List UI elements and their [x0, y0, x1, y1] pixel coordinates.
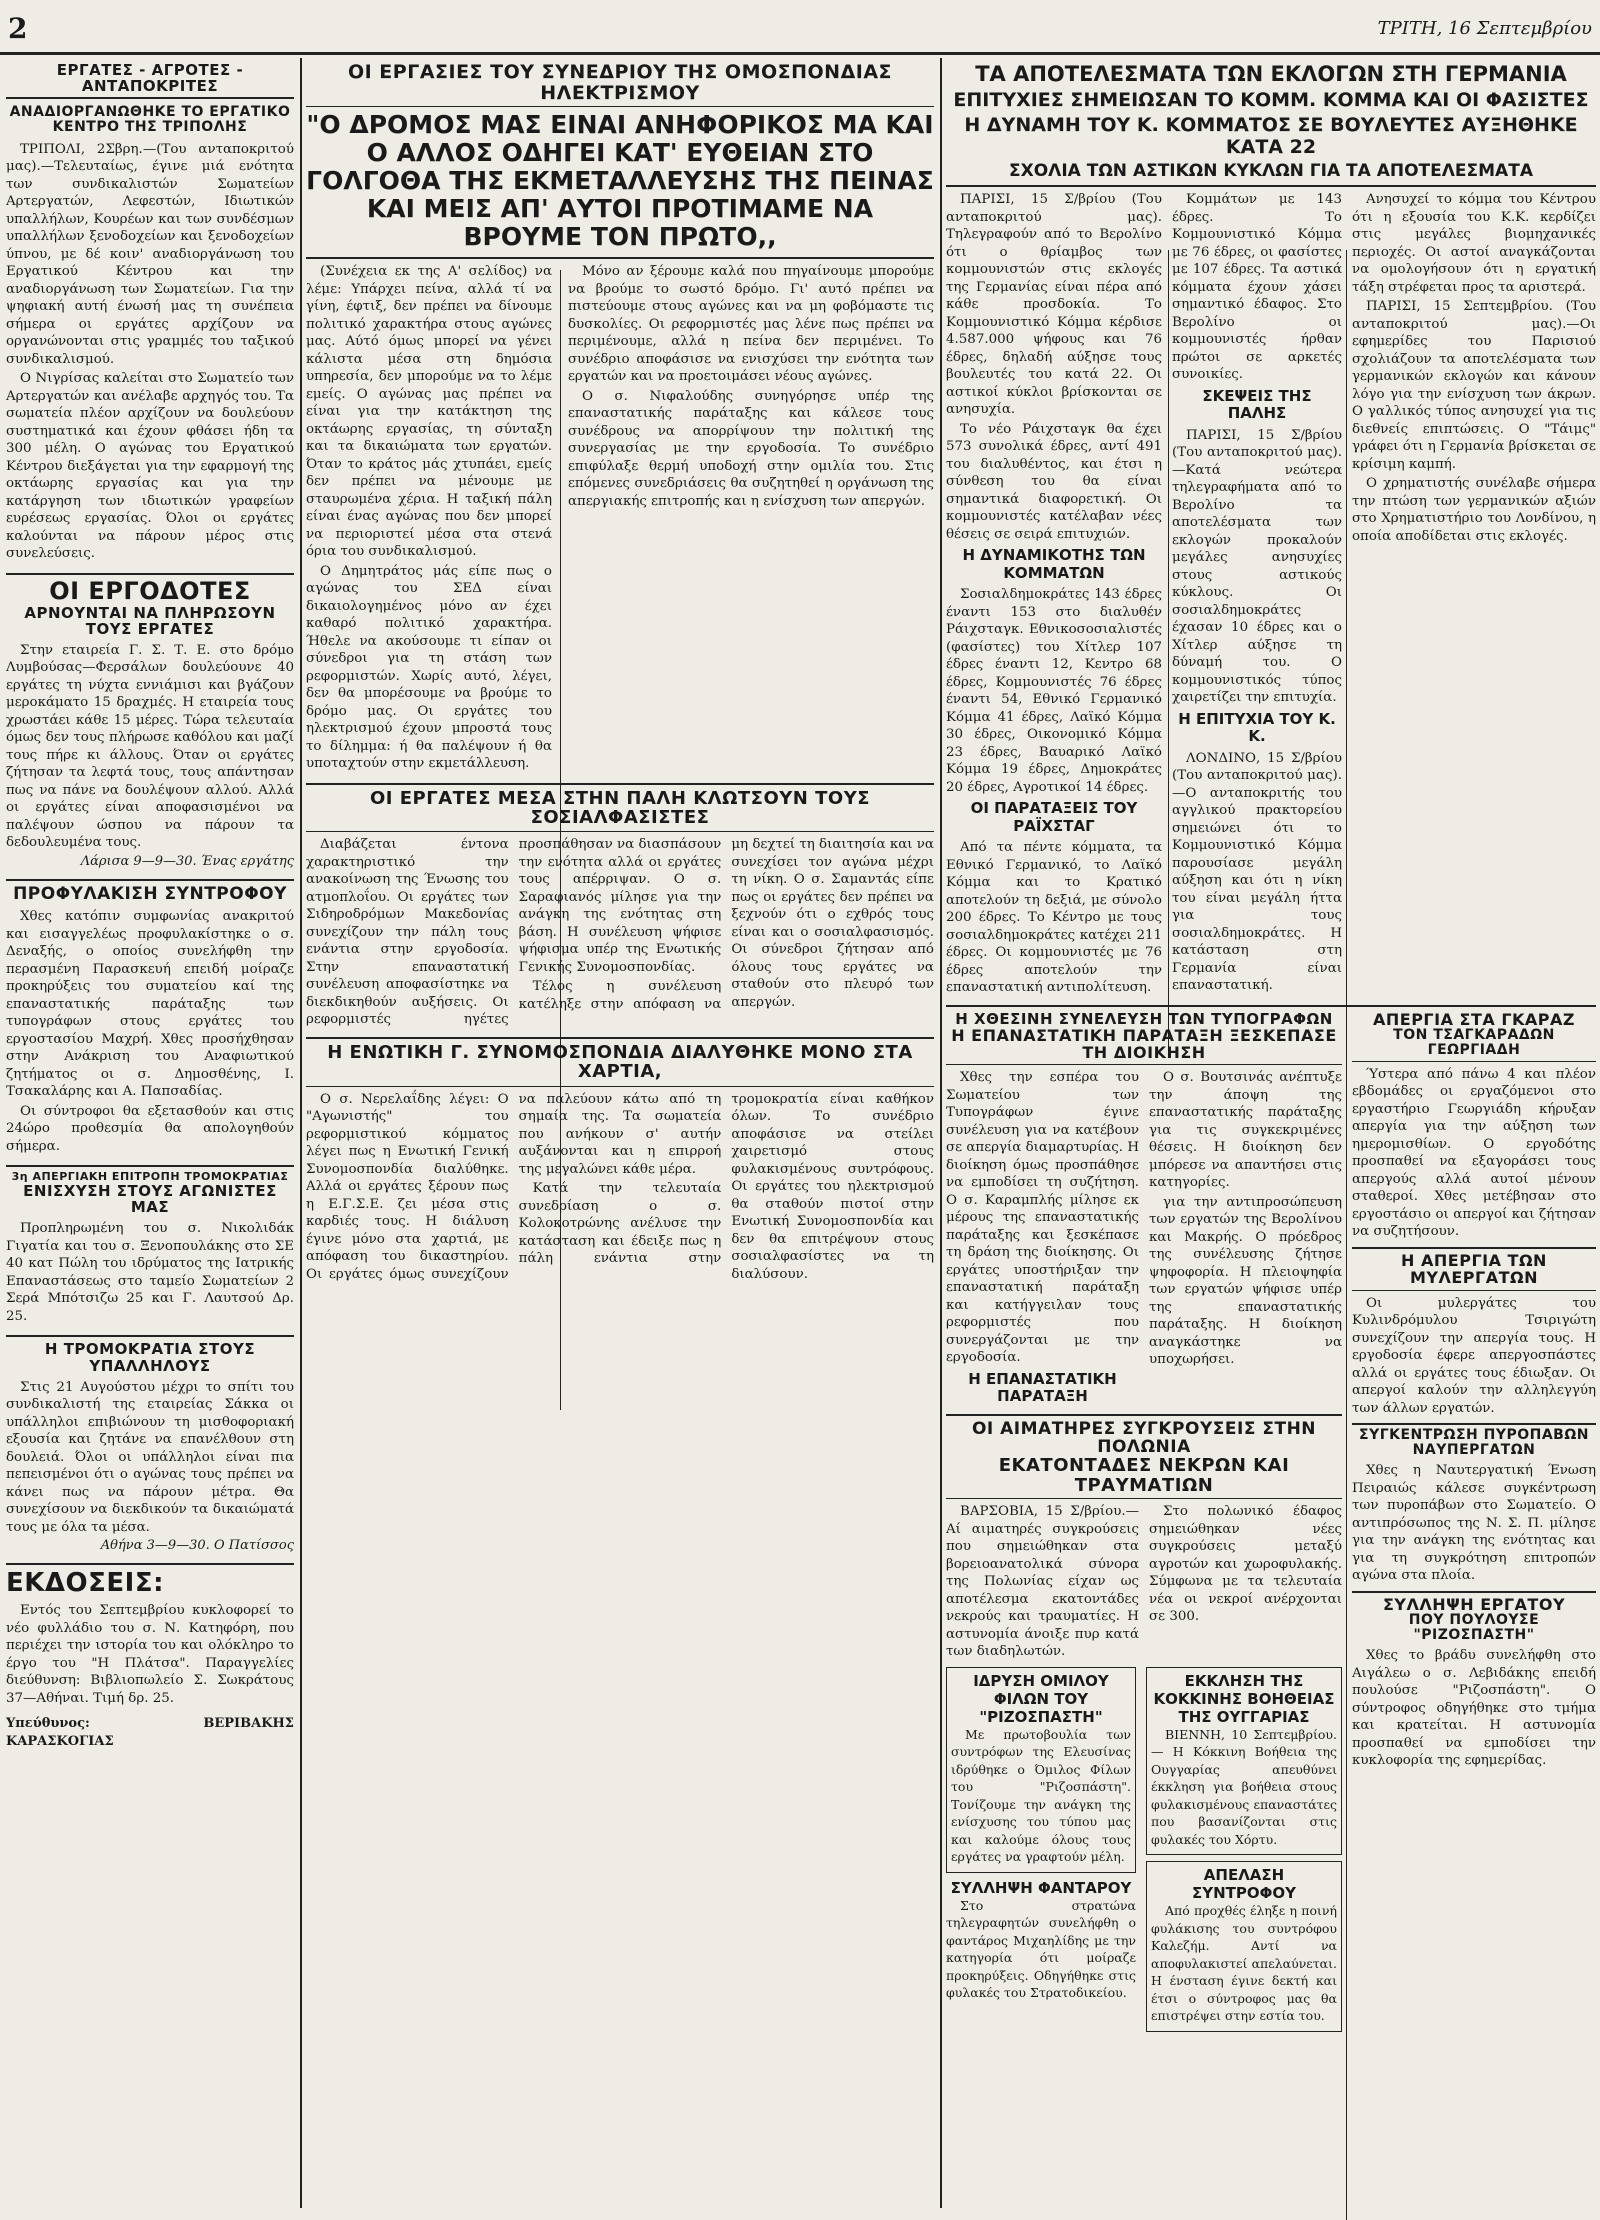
article-body [1352, 1066, 1596, 1241]
paragraph: ΠΑΡΙΣΙ, 15 Σ/βρίου (Του ανταποκριτού μας).—Κατά νεώτερα τηλεγραφήματα από το Βερολίνο τα αποτελέσματα των εκλογών προκαλούν μεγάλες ανησυχίες στους αστικούς κύκλους. Οι σοσιαλδημοκράτες έχασαν 10 έδρες και ο Χίτλερ αύξησε τη δύναμή του. Ο κομμουνιστικός τύπος χαιρετίζει την επιτυχία. [1172, 427, 1342, 705]
article-body [946, 191, 1162, 999]
paragraph: Στις 21 Αυγούστου μέχρι το σπίτι του συνδικαλιστή της εταιρείας Σάκκα οι υπάλληλοι επιβιώνουν τη μισθοφοριακή εξουσία και ζητάνε να επανέλθουν στη δουλειά. Όλοι οι υπάλληλοι είναι πια πεπεισμένοι ότι ο αγώνας τους πρέπει να κάνει πως να πάρουν μέτρα. Θα συνεχίσουν να διεκδικούν τα δικαιώματά τους με όλα τα μέσα. [6, 1379, 294, 1535]
article-body [951, 1726, 1131, 1866]
paragraph: Εντός του Σεπτεμβρίου κυκλοφορεί το νέο φυλλάδιο του σ. Ν. Κατηφόρη, που περιέχει την ιστορία του και ολόκληρο το έργο του "Η Πλάτσα". Παραγγελίες διεύθυνση: Βιβλιοπωλείο Σ. Σωκράτους 37—Αθήναι. Τιμή δρ. 25. [6, 1603, 294, 1706]
paragraph: Χθες η Ναυτεργατική Ένωση Πειραιώς κάλεσε συγκέντρωση των πυροπάβων στο Σωματείο. Ο αντιπρόσωπος της Ν. Σ. Π. μίλησε για την ανάγκη της ενότητας και για τη συγκρότηση επιτροπών αγώνα στα πλοία. [1352, 1463, 1596, 1584]
paragraph: Ανησυχεί το κόμμα του Κέντρου ότι η εξουσία του Κ.Κ. κερδίζει στις μεγάλες βιομηχανικές περιοχές. Οι αστοί αναγκάζονται να ομολογήσουν ότι η εργατική τάξη στρέφεται προς τα αριστερά. [1352, 192, 1596, 295]
headline: ΑΠΕΛΑΣΗ ΣΥΝΤΡΟΦΟΥ [1191, 1866, 1296, 1903]
paragraph: ΤΡΙΠΟΛΙ, 2Σβρη.—(Του ανταποκριτού μας).—Τελευταίως, έγινε μιά ενότητα των συνδικαλιστών Σωματείων Αρτεργατών, Λεφεστών, Ιδιωτικών υπαλλήλων, Κουρέων και των συνδέσμων υπαλλήλων ξενοδοχείων και ξενοδοχείων ύπνου, με δέ κοιν' αναδιοργάνωση του Εργατικού Κέντρου και την αναδιοργάνωση των Σωματείων. Για την ψηφιακή αυτή ένωσή μας τη συνέπεια σήμερα οι εργάτες αρχίζουν να οργανώνονται στις γραμμές του ταξικού συνδικαλισμού. [6, 141, 294, 367]
paragraph: Χθες το βράδυ συνελήφθη στο Αιγάλεω ο σ. Λεβιδάκης επειδή πουλούσε "Ριζοσπάστη". Ο σύντροφος οδηγήθηκε στο τμήμα και κρατείται. Η αστυνομία προσπαθεί να εμποδίσει την κυκλοφορία της εφημερίδας. [1352, 1648, 1596, 1769]
paragraph: ΒΑΡΣΟΒΙΑ, 15 Σ/βρίου.— Αί αιματηρές συγκρούσεις που σημειώθηκαν στα βορειοανατολικά σύνορα της Πολωνίας είχαν ως αποτέλεσμα εκατοντάδες νεκρούς και τραυματίες. Η αστυνομία άνοιξε πυρ κατά των διαδηλωτών. [946, 1504, 1139, 1660]
article-body [6, 1602, 294, 1707]
notice-box [1146, 1861, 1342, 2032]
article-body [568, 263, 934, 512]
paragraph: Προπληρωμένη του σ. Νικολιδάκ Γιγατία και του σ. Ξενοπουλάκης στο ΣΕ 40 κατ Πώλη του ιδρύματος της Ιατρικής Επαναστάσεως στο ταμείο Σωματείων 2 Σερά Μπότσιζω 25 και Γ. Λαυτσού Δρ. 25. [6, 1221, 294, 1324]
paragraph: Ο σ. Νερελαΐδης λέγει: Ο "Αγωνιστής" του ρεφορμιστικού κόμματος λέγει πως η Ενωτική Γενική Συνομοσπονδία διαλύθηκε. Αλλά οι εργάτες ξέρουν πως η Ε.Γ.Σ.Ε. ζει μέσα στις καρδιές τους. Η διάλυση έγινε μόνο στα χαρτιά, με απόφαση του δικαστηρίου. Οι εργάτες όμως συνεχίζουν να παλεύουν κάτω από τη σημαία της. Τα σωματεία που ανήκουν σ' αυτήν αυξάνονται και η επιρροή της μεγαλώνει κάθε μέρα. [306, 1091, 722, 1282]
headline: ΕΠΙΤΥΧΙΕΣ ΣΗΜΕΙΩΣΑΝ ΤΟ ΚΟΜΜ. ΚΟΜΜΑ ΚΑΙ ΟΙ ΦΑΣΙΣΤΕΣ [953, 89, 1589, 111]
paragraph: Στην εταιρεία Γ. Σ. Τ. Ε. στο δρόμο Λυμβούσας—Φερσάλων δουλεύουνε 40 εργάτες τη νύχτα εννιάμισι και βγάζουν μεροκάματο 15 δραχμές. Η εταιρεία τους χρωστάει κάθε 15 μέρες. Τώρα τελευταία όμως δεν τους πλήρωσε καθόλου και μαζί τους πήρε κι άλλους. Όταν οι εργάτες ζήτησαν τα λεφτά τους, τους απάντησαν πως να πάνε να δουλέψουν αλλού. Αλλά οι εργάτες είναι αποφασισμένοι να παλέψουν ώσπου να πάρουν τα δεδουλευμένα τους. [6, 642, 294, 851]
paragraph: Ο Νιγρίσας καλείται στο Σωματείο των Αρτεργατών και ανέλαβε αρχηγός του. Τα σωματεία πλέον αρχίζουν να δουλεύουν συστηματικά και έχουν φθάσει ήδη τα 300 μέλη. Ο αγώνας του Εργατικού Κέντρου διεξάγεται για την εφαρμογή της οκτάωρης εργασίας και για την κατάργηση των ιδιωτικών γραφείων ευρέσεως εργασίας. Όλοι οι εργάτες καλούνται να πάρουν μέρος στις συνελεύσεις. [6, 371, 294, 562]
headline: ΕΝΙΣΧΥΣΗ ΣΤΟΥΣ ΑΓΩΝΙΣΤΕΣ ΜΑΣ [23, 1182, 277, 1217]
paragraph: Τέλος η συνέλευση κατέληξε στην απόφαση να μη δεχτεί τη διαιτησία και να συνεχίσει τον αγώνα μέχρι τη νίκη. Ο σ. Σαμαντάς είπε πως οι εργάτες δεν πρέπει να ξεχνούν ότι ο εχθρός τους είναι και ο σοσιαλφασισμός. Οι σύνεδροι ζήτησαν από όλους τους εργάτες να σταθούν στο πλευρό των απεργών. [518, 837, 934, 1012]
headline: ΟΙ ΕΡΓΑΤΕΣ ΜΕΣΑ ΣΤΗΝ ΠΑΛΗ ΚΛΩΤΣΟΥΝ ΤΟΥΣ ΣΟΣΙΑΛΦΑΣΙΣΤΕΣ [306, 783, 934, 833]
paragraph: Ύστερα από πάνω 4 και πλέον εβδομάδες οι εργαζόμενοι στο εργαστήριο Γεωργιάδη κήρυξαν απεργία για την αύξηση των ημερομισθίων. Ο εργοδότης προσπαθεί να εξαγοράσει τους απεργούς αλλά αυτοί μένουν σταθεροί. Χθες μετέβησαν στο εργοστάσιο οι απεργοί και ζήτησαν να συζητήσουν. [1352, 1066, 1596, 1240]
article-body [1352, 1647, 1596, 1770]
article-body [946, 1503, 1342, 1661]
issue-date: ΤΡΙΤΗ, 16 Σεπτεμβρίου [1377, 18, 1592, 39]
paragraph: Ο Δημητράτος μάς είπε πως ο αγώνας του ΣΕΔ είναι δικαιολογημένος μόνο αν έχει καθαρό πολιτικό χαρακτήρα. Ήθελε να ακούσουμε τι είπαν οι σύνεδροι για τη στάση των ρεφορμιστών. Χωρίς αυτό, λέγει, δεν θα μπορέσουμε να βρούμε το δρόμο μας. Οι εργάτες του ηλεκτρισμού έχουν μπροστά τους το δίλημμα: ή θα παλέψουν ή θα υποταχτούν στην εκμετάλλευση. [306, 563, 552, 772]
headline: ΣΧΟΛΙΑ ΤΩΝ ΑΣΤΙΚΩΝ ΚΥΚΛΩΝ ΓΙΑ ΤΑ ΑΠΟΤΕΛΕΣΜΑΤΑ [946, 161, 1596, 187]
election-area [946, 191, 1596, 999]
box-column [1146, 1667, 1342, 2032]
paragraph: Σοσιαλδημοκράτες 143 έδρες έναντι 153 στο διαλυθέν Ράιχσταγκ. Εθνικοσοσιαλιστές (φασίστες) του Χίτλερ 107 έδρες έναντι 12, Κεντρο 68 έδρες, Κομμουνιστές 76 έδρες έναντι 54, Εθνικό Γερμανικό Κόμμα 41 έδρες, Λαϊκό Κόμμα 30 έδρες, Οικονομικό Κόμμα 23 έδρες, Βαυαρικό Λαϊκό Κόμμα 19 έδρες, Δημοκράτες 20 έδρες, Αγροτικοί 14 έδρες. [946, 587, 1162, 795]
paragraph: ΒΙΕΝΝΗ, 10 Σεπτεμβρίου.— Η Κόκκινη Βοήθεια της Ουγγαρίας απευθύνει έκκληση για βοήθεια στους φυλακισμένους επαναστάτες που βασανίζονται στις φυλακές του Χόρτυ. [1151, 1726, 1337, 1847]
headline: ΙΔΡΥΣΗ ΟΜΙΛΟΥ ΦΙΛΩΝ ΤΟΥ "ΡΙΖΟΣΠΑΣΤΗ" [973, 1671, 1109, 1726]
headline: Η ΧΘΕΣΙΝΗ ΣΥΝΕΛΕΥΣΗ ΤΩΝ ΤΥΠΟΓΡΑΦΩΝ [955, 1009, 1333, 1028]
lower-right [1352, 1007, 1596, 1772]
article-body [946, 1897, 1136, 2002]
paragraph: Στο πολωνικό έδαφος σημειώθηκαν νέες συγκρούσεις μεταξύ αγροτών και χωροφυλακής. Σύμφωνα με τα τελευταία νέα οι νεκροί ανέρχονται σε 300. [1149, 1504, 1342, 1625]
paragraph: (Συνέχεια εκ της Α' σελίδος) να λέμε: Υπάρχει πείνα, αλλά τί να γίνη, έφτιξ, δεν πρέπει να δίνουμε πολιτικό χαρακτήρα στους αγώνες μας. Αύτό όμως μπορεί να γένει κάλιστα μέσα στη δημόσια υπηρεσία, δεν μπορούμε να το λέμε εμείς. Ο αγώνας μας πρέπει να είναι για την κατάκτηση της οκτάωρης εργασίας, τη σύνταξη και τα δικαιώματα των εργατών. Όταν το κράτος μάς χτυπάει, εμείς δεν πρέπει να μένουμε με σταυρωμένα χέρια. Η ταξική πάλη είναι ένας αγώνας που δεν μπορεί να περιοριστεί μέσα στα στενά όρια του συνδικαλισμού. [306, 264, 552, 560]
notice-box [1146, 1667, 1342, 1856]
subheadline: ΟΙ ΠΑΡΑΤΑΞΕΙΣ ΤΟΥ ΡΑΪΧΣΤΑΓ [970, 799, 1138, 835]
paragraph: Χθες την εσπέρα του Σωματείου των Τυπογράφων έγινε συνέλευση για να κατέβουν σε απεργία διαμαρτυρίας. Η διοίκηση όμως προσπάθησε να εμποδίσει τη συζήτηση. Ο σ. Καραμπλής μίλησε εκ μέρους της επαναστατικής παράταξης και ξεσκέπασε τη δράση της διοίκησης. Οι εργάτες υποστήριξαν την επαναστατική παράταξη και κατήγγειλαν τους ρεφορμιστές που συνεργάζονται με την εργοδοσία. [946, 1070, 1139, 1366]
paragraph: ΠΑΡΙΣΙ, 15 Σεπτεμβρίου. (Του ανταποκριτού μας).—Οι εφημερίδες του Παρισιού σχολιάζουν τα αποτελέσματα των γερμανικών εκλογών και κάνουν λόγο για την ενίσχυση των άκρων. Ο γαλλικός τύπος ανησυχεί για τις διεθνείς επιπτώσεις. Ο "Τάιμς" γράφει ότι η Γερμανία βρίσκεται σε κρίσιμη καμπή. [1352, 299, 1596, 472]
masthead [0, 10, 1600, 50]
article-body [6, 1220, 294, 1325]
article-body [6, 642, 294, 852]
headline: ΟΙ ΕΡΓΑΣΙΕΣ ΤΟΥ ΣΥΝΕΔΡΙΟΥ ΤΗΣ ΟΜΟΣΠΟΝΔΙΑΣ ΗΛΕΚΤΡΙΣΜΟΥ [306, 62, 934, 107]
headline: ΣΥΓΚΕΝΤΡΩΣΗ ΠΥΡΟΠΑΒΩΝ ΝΑΥΠΕΡΓΑΤΩΝ [1352, 1423, 1596, 1458]
lower-left [946, 1007, 1342, 2032]
paragraph: Το νέο Ράιχσταγκ θα έχει 573 συνολικά έδρες, αντί 491 του διαλυθέντος, και έτσι η σύνθεση του θα είναι σημαντικά διαφορετική. Οι κομμουνιστές κατέλαβαν νέες θέσεις σε σειρά επιτυχιών. [946, 421, 1162, 542]
subheadline: Η ΕΠΑΝΑΣΤΑΤΙΚΗ ΠΑΡΑΤΑΞΗ [968, 1369, 1117, 1406]
paragraph: για την αντιπροσώπευση των εργατών της Βερολίνου και Μακρής. Ο πρόεδρος της συνέλευσης ζήτησε ψηφοφορία. Η πλειοψηφία των εργατών ψήφισε υπέρ της επαναστατικής παράταξης. Η διοίκηση αναγκάστηκε να υποχωρήσει. [1149, 1194, 1342, 1368]
box-column [946, 1667, 1136, 2004]
main-headline: "Ο ΔΡΟΜΟΣ ΜΑΣ ΕΙΝΑΙ ΑΝΗΦΟΡΙΚΟΣ ΜΑ ΚΑΙ Ο ΑΛΛΟΣ ΟΔΗΓΕΙ ΚΑΤ' ΕΥΘΕΙΑΝ ΣΤΟ ΓΟΛΓΟΘΑ ΤΗΣ ΕΚΜΕΤΑΛΛΕΥΣΗΣ ΤΗΣ ΠΕΙΝΑΣ ΚΑΙ ΜΕΙΣ ΑΠ' ΑΥΤΟΙ ΠΡΟΤΙΜΑΜΕ ΝΑ ΒΡΟΥΜΕ ΤΟΝ ΠΡΩΤΟ,, [306, 110, 934, 252]
headline: ΠΡΟΦΥΛΑΚΙΣΗ ΣΥΝΤΡΟΦΟΥ [6, 879, 294, 903]
headline: ΣΥΛΛΗΨΗ ΕΡΓΑΤΟΥ [1352, 1591, 1596, 1613]
headline: Η ΤΡΟΜΟΚΡΑΤΙΑ ΣΤΟΥΣ ΥΠΑΛΛΗΛΟΥΣ [6, 1335, 294, 1373]
paragraph: Οι μυλεργάτες του Κυλινδρόμυλου Τσιριγώτη συνεχίζουν την απεργία τους. Η εργοδοσία έφερε απεργοσπάστες αλλά οι εργάτες τους έδιωξαν. Οι απεργοί καλούν την αλληλεγγύη των άλλων εργατών. [1352, 1295, 1596, 1416]
notice-box [946, 1667, 1136, 1873]
article-body [6, 908, 294, 1155]
article-body [1352, 191, 1596, 547]
paragraph: Από τα πέντε κόμματα, τα Εθνικό Γερμανικό, το Λαϊκό Κόμμα και το Κρατικό αποτελούν τη δεξιά, με σύνολο 200 έδρες. Το Κέντρο με τους σοσιαλδημοκράτες κατέχει 211 έδρες. Οι κομμουνιστές με 76 έδρες αποτελούν την επαναστατική αντιπολίτευση. [946, 840, 1162, 995]
article-body [1172, 191, 1342, 997]
publisher-credit: Υπεύθυνος: ΒΕΡΙΒΑΚΗΣ ΚΑΡΑΣΚΟΓΙΑΣ [6, 1716, 294, 1749]
byline: Αθήνα 3—9—30. Ο Πατίσσος [100, 1538, 294, 1554]
headline: ΠΟΥ ΠΟΥΛΟΥΣΕ "ΡΙΖΟΣΠΑΣΤΗ" [1408, 1612, 1540, 1644]
paragraph: Από προχθές έληξε η ποινή φυλάκισης του συντρόφου Καλεζήμ. Αντί να αποφυλακιστεί απελαύνεται. Η ένσταση έγινε δεκτή και έτσι ο σύντροφος μας θα επιστρέψει στην εστία του. [1151, 1903, 1337, 2024]
article-body [1352, 1462, 1596, 1585]
masthead-rule [0, 52, 1600, 55]
bottom-boxes [946, 1667, 1342, 2032]
paragraph: Κομμάτων με 143 έδρες. Το Κομμουνιστικό Κόμμα με 76 έδρες, οι φασίστες με 107 έδρες. Τα αστικά κόμματα έχουν χάσει σημαντικό έδαφος. Στο Βερολίνο οι κομμουνιστές ήρθαν πρώτοι σε αρκετές συνοικίες. [1172, 192, 1342, 382]
paragraph: Με πρωτοβουλία των συντρόφων της Ελευσίνας ιδρύθηκε ο Όμιλος Φίλων του "Ριζοσπάστη". Τονίζουμε την ανάγκη της ενίσχυσης του τύπου μας και καλούμε όλους τους εργάτες να γραφτούν μέλη. [951, 1726, 1131, 1865]
paragraph: Μόνο αν ξέρουμε καλά που πηγαίνουμε μπορούμε να βρούμε το σωστό δρόμο. Γι' αυτό πρέπει να πιστεύουμε στους αγώνες και να μη φοβόμαστε τις δυσκολίες. Οι ρεφορμιστές μας λένε πως πρέπει να περιμένουμε, αλλά η πείνα δεν περιμένει. Το συνέδριο αποφάσισε να ενισχύσει την ενότητα των εργατών και να προετοιμάσει νέους αγώνες. [568, 264, 934, 385]
column-left [6, 62, 294, 2207]
headline: ΕΚΚΛΗΣΗ ΤΗΣ ΚΟΚΚΙΝΗΣ ΒΟΗΘΕΙΑΣ ΤΗΣ ΟΥΓΓΑΡΙΑΣ [1153, 1671, 1335, 1726]
headline: ΑΝΑΔΙΟΡΓΑΝΩΘΗΚΕ ΤΟ ΕΡΓΑΤΙΚΟ ΚΕΝΤΡΟ ΤΗΣ ΤΡΙΠΟΛΗΣ [9, 104, 291, 136]
subheadline: Η ΕΠΙΤΥΧΙΑ ΤΟΥ Κ. Κ. [1178, 709, 1336, 745]
column-center [306, 62, 934, 2207]
headline: ΑΠΕΡΓΙΑ ΣΤΑ ΓΚΑΡΑΖ [1372, 1009, 1575, 1029]
lower-area [946, 1005, 1596, 2032]
paragraph: Ο σ. Βουτσινάς ανέπτυξε την άποψη της επαναστατικής παράταξης για τις συγκεκριμένες θέσεις. Η διοίκηση δεν μπόρεσε να απαντήσει στις κατηγορίες. [1149, 1070, 1342, 1191]
byline: Λάρισα 9—9—30. Ένας εργάτης [80, 853, 294, 869]
paragraph: ΠΑΡΙΣΙ, 15 Σ/βρίου (Του ανταποκριτού μας). Τηλεγραφούν από το Βερολίνο ότι ο θρίαμβος των κομμουνιστών στις εκλογές της Γερμανίας είναι πέρα από κάθε προσδοκία. Το Κομμουνιστικό Κόμμα κέρδισε 4.587.000 ψήφους και 76 έδρες, δηλαδή αύξησε τους βουλευτές του κατά 22. Οι αστικοί κύκλοι βρίσκονται σε ανησυχία. [946, 192, 1162, 417]
headline: ΟΙ ΑΙΜΑΤΗΡΕΣ ΣΥΓΚΡΟΥΣΕΙΣ ΣΤΗΝ ΠΟΛΩΝΙΑ [946, 1414, 1342, 1457]
column-rule [300, 58, 302, 2208]
paragraph: Διαβάζεται έντονα χαρακτηριστικό την ανακοίνωση της Ένωσης του ατμοπλοΐου. Οι εργάτες των Σιδηροδρόμων Μακεδονίας συνεχίζουν την πάλη τους ενάντια στην εργοδοσία. Στην επαναστατική συνέλευση αποφασίστηκε να διεκδικηθούν αυξήσεις. Οι ρεφορμιστές ηγέτες προσπάθησαν να διασπάσουν την ενότητα αλλά οι εργάτες τους απέρριψαν. Ο σ. Σαραφιανός μίλησε για την ανάγκη της ενότητας στη βάση. Η συνέλευση ψήφισε ψήφισμα υπέρ της Ενωτικής Γενικής Συνομοσπονδίας. [306, 837, 722, 1028]
kicker: ΕΡΓΑΤΕΣ - ΑΓΡΟΤΕΣ - ΑΝΤΑΠΟΚΡΙΤΕΣ [6, 62, 294, 99]
headline: ΤΑ ΑΠΟΤΕΛΕΣΜΑΤΑ ΤΩΝ ΕΚΛΟΓΩΝ ΣΤΗ ΓΕΡΜΑΝΙΑ [975, 62, 1567, 86]
headline: ΟΙ ΕΡΓΟΔΟΤΕΣ [6, 573, 294, 605]
headline: ΕΚΑΤΟΝΤΑΔΕΣ ΝΕΚΡΩΝ ΚΑΙ ΤΡΑΥΜΑΤΙΩΝ [946, 1456, 1342, 1499]
paragraph: Οι σύντροφοι θα εξετασθούν και στις 24ώρο προθεσμία θα απολογηθούν σήμερα. [6, 1103, 294, 1154]
paragraph: Χθες κατόπιν συμφωνίας ανακριτού και εισαγγελέως προφυλακίστηκε ο σ. Δεναξής, ο οποίος συνελήφθη την περασμένη Παρασκευή επειδή μοίραζε προκηρύξεις του συματείου καί της επαναστατικής παράταξης των τυπογράφων στους εργάτες του εργοστασίου Μαχρή. Χθες προσήχθησαν στην Ανάκριση του Αναφιωτικού ζητήματος οι σ. Δημοσθένης, Ι. Τσακαλάρης και Α. Παπσαδίας. [6, 909, 294, 1100]
headline: ΣΥΛΛΗΨΗ ΦΑΝΤΑΡΟΥ [950, 1878, 1132, 1897]
kicker: 3η ΑΠΕΡΓΙΑΚΗ ΕΠΙΤΡΟΠΗ ΤΡΟΜΟΚΡΑΤΙΑΣ [6, 1165, 294, 1183]
subheadline: ΣΚΕΨΕΙΣ ΤΗΣ ΠΑΛΗΣ [1202, 386, 1312, 422]
column-rule [940, 58, 942, 2208]
subheadline: ΑΡΝΟΥΝΤΑΙ ΝΑ ΠΛΗΡΩΣΟΥΝ ΤΟΥΣ ΕΡΓΑΤΕΣ [24, 603, 276, 638]
column-right [946, 62, 1596, 2207]
headline: Η ΔΥΝΑΜΗ ΤΟΥ Κ. ΚΟΜΜΑΤΟΣ ΣΕ ΒΟΥΛΕΥΤΕΣ ΑΥΞΗΘΗΚΕ ΚΑΤΑ 22 [964, 114, 1578, 158]
paragraph: Ο χρηματιστής συνέλαβε σήμερα την πτώση των γερμανικών αξιών στο Χρηματιστήριο του Λονδίνου, η οποία αποδίδεται στις εκλογές. [1352, 476, 1596, 544]
paragraph: Ο σ. Νιφαλούδης συνηγόρησε υπέρ της επαναστατικής παράταξης και κάλεσε τους συνέδρους να απορρίψουν την πολιτική της συνεργασίας με την εργοδοσία. Το συνέδριο επιφύλαξε θερμή υποδοχή στην ομιλία του. Στις επόμενες συνεδριάσεις θα συζητηθεί η οργάνωση της απεργιακής επιτροπής και η ενίσχυση των απεργών. [568, 388, 934, 509]
headline: Η ΕΝΩΤΙΚΗ Γ. ΣΥΝΟΜΟΣΠΟΝΔΙΑ ΔΙΑΛΥΘΗΚΕ ΜΟΝΟ ΣΤΑ ΧΑΡΤΙΑ, [306, 1037, 934, 1087]
headline: Η ΑΠΕΡΓΙΑ ΤΩΝ ΜΥΛΕΡΓΑΤΩΝ [1352, 1247, 1596, 1291]
article-body [6, 141, 294, 563]
article-body [306, 1091, 934, 1284]
article-body [1352, 1295, 1596, 1418]
article-body [1151, 1726, 1337, 1849]
article-body [1151, 1902, 1337, 2025]
headline: Η ΕΠΑΝΑΣΤΑΤΙΚΗ ΠΑΡΑΤΑΞΗ ΞΕΣΚΕΠΑΣΕ ΤΗ ΔΙΟΙΚΗΣΗ [946, 1027, 1342, 1066]
headline: ΤΟΝ ΤΣΑΓΚΑΡΑΔΩΝ ΓΕΩΡΓΙΑΔΗ [1352, 1028, 1596, 1062]
article-body [6, 1379, 294, 1537]
article-body [306, 263, 552, 775]
article-body [306, 836, 934, 1029]
subheadline: Η ΔΥΝΑΜΙΚΟΤΗΣ ΤΩΝ ΚΟΜΜΑΤΩΝ [962, 546, 1146, 582]
headline: ΕΚΔΟΣΕΙΣ: [6, 1563, 294, 1597]
article-body [946, 1069, 1342, 1406]
paragraph: Κατά την τελευταία συνεδρίαση ο σ. Κολοκοτρώνης ανέλυσε την κατάσταση και έδειξε πως η πάλη ενάντια στην τρομοκρατία είναι καθήκον όλων. Το συνέδριο αποφάσισε να στείλει χαιρετισμό στους φυλακισμένους συντρόφους. Οι εργάτες του ηλεκτρισμού θα σταθούν πιστοί στην Ενωτική Συνομοσπονδία και δεν θα επιτρέψουν στους σοσιαλφασίστες να τη διαλύσουν. [518, 1091, 934, 1282]
page-number: 2 [8, 12, 28, 45]
paragraph: Στο στρατώνα τηλεγραφητών συνελήφθη ο φαντάρος Μιχαηλίδης με την κατηγορία ότι μοίραζε προκηρύξεις. Οδηγήθηκε στις φυλακές του Στρατοδικείου. [946, 1897, 1136, 2001]
paragraph: ΛΟΝΔΙΝΟ, 15 Σ/βρίου (Του ανταποκριτού μας).—Ο ανταποκριτής του αγγλικού πρακτορείου σημειώνει ότι το Κομμουνιστικό Κόμμα παρουσίασε μεγάλη αύξηση και ότι η νίκη του είναι μεγάλη ήττα για τους σοσιαλδημοκράτες. Η κατάσταση στη Γερμανία είναι επαναστατική. [1172, 750, 1342, 993]
two-col-area [306, 257, 934, 775]
